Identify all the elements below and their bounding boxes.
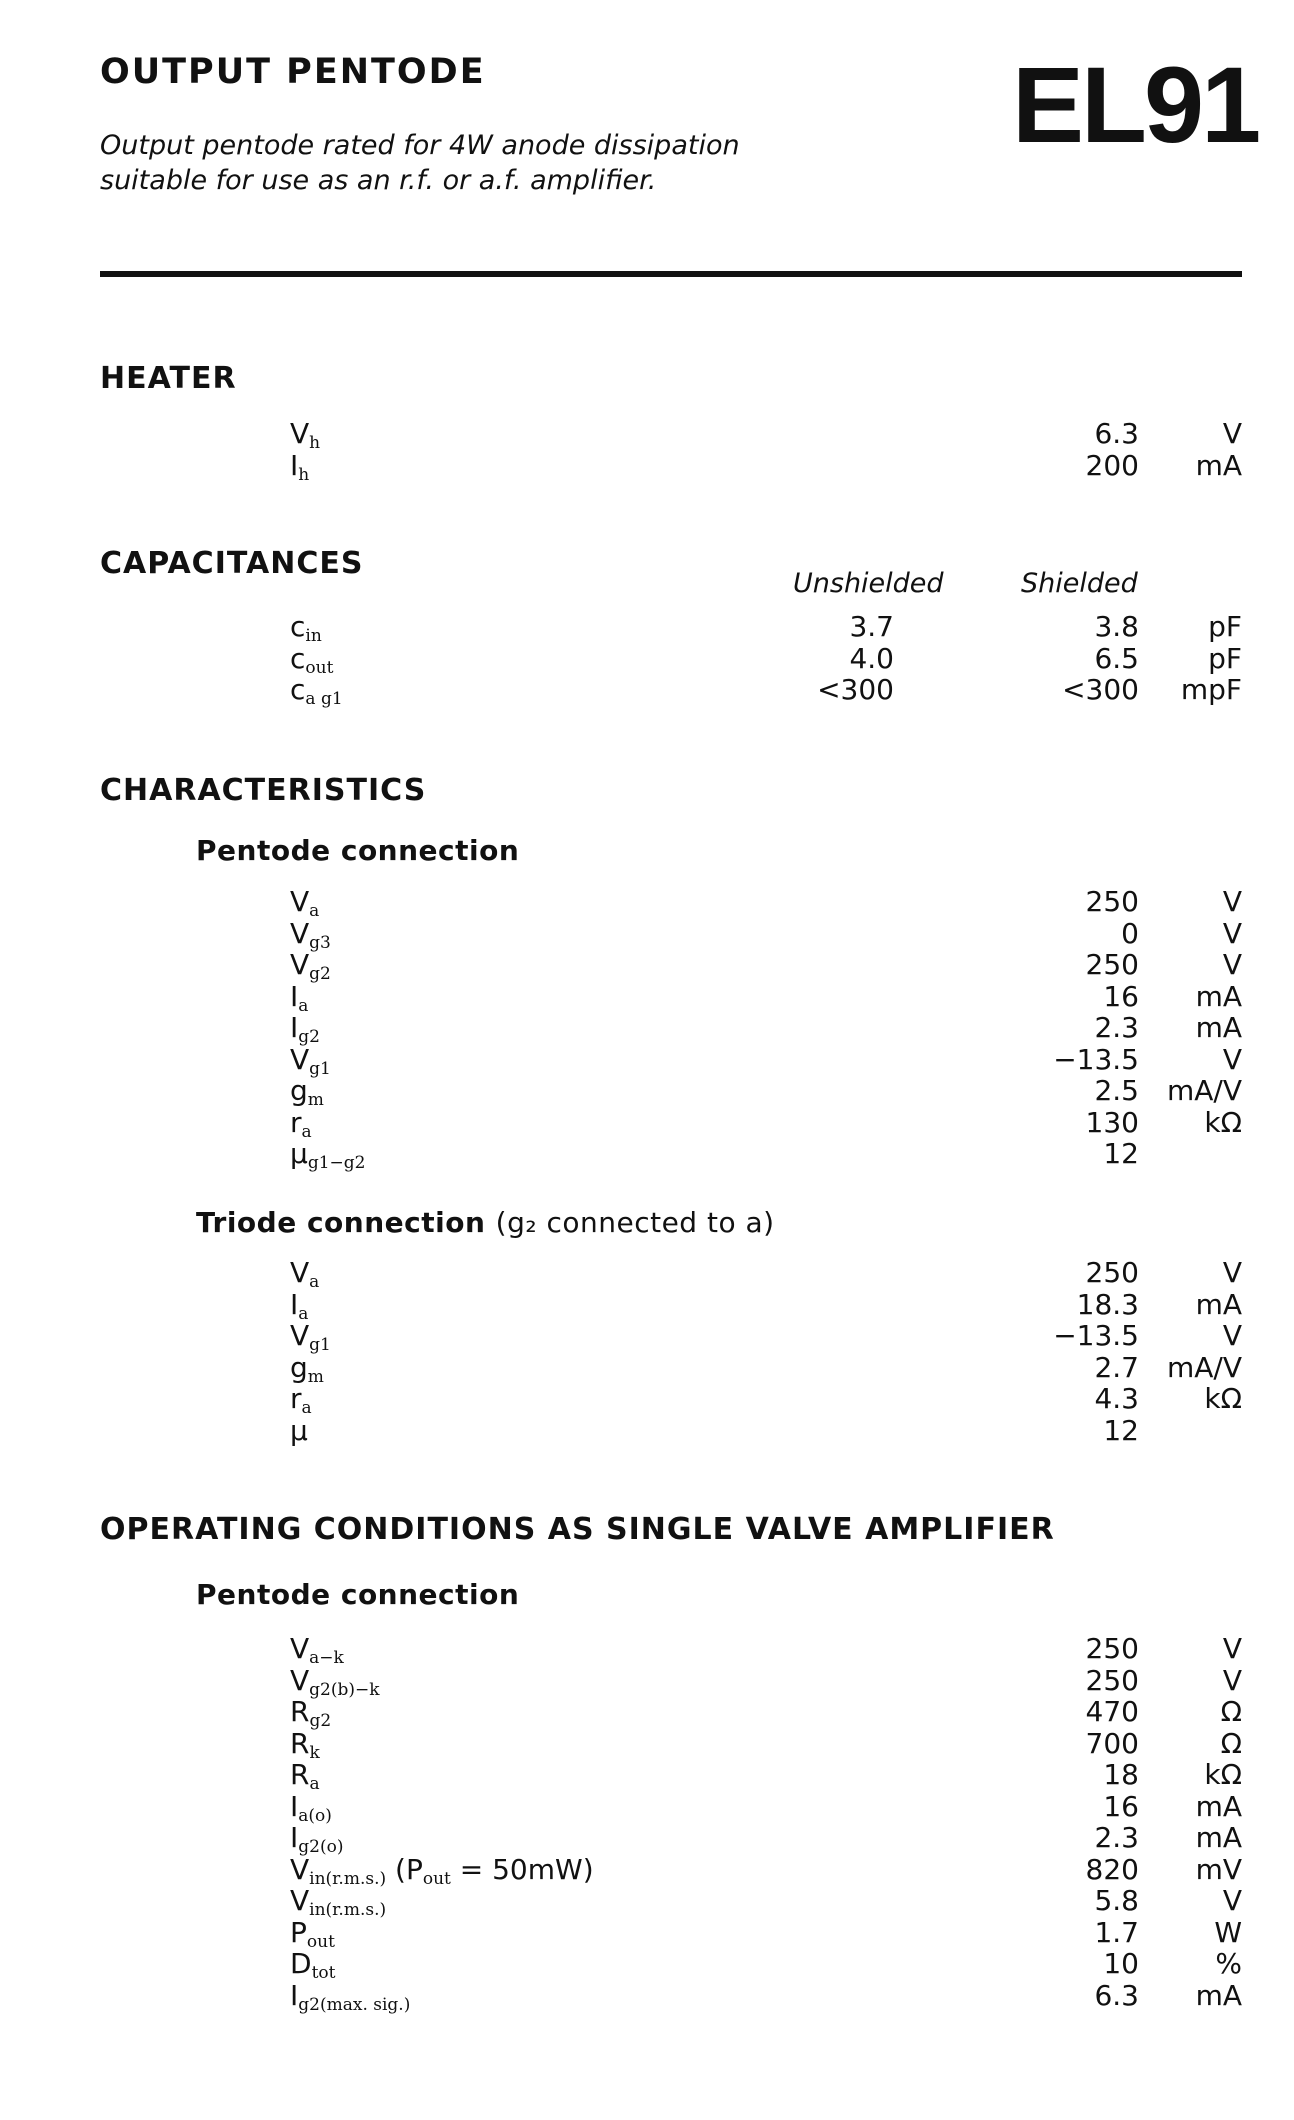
table-row [0,1947,1294,1983]
parameter-value: 2.3 [1094,1011,1139,1044]
symbol-subscript: g1 [309,1335,331,1355]
parameter-value: 250 [1085,948,1139,981]
table-row [0,1042,1294,1079]
symbol-note: (P [395,1852,423,1886]
parameter-symbol [290,1137,365,1173]
parameter-value: 700 [1085,1726,1139,1760]
subtitle-line-2: suitable for use as an r.f. or a.f. amplifier. [100,165,657,196]
parameter-value: 12 [1103,1413,1139,1447]
heater-table [0,417,1294,485]
parameter-value: −13.5 [1053,1042,1139,1076]
symbol-subscript: in(r.m.s.) [309,1900,387,1920]
symbol-letter: I [290,1821,299,1854]
char-triode-table [0,1256,1294,1445]
parameter-unit: V [1222,885,1242,918]
symbol-letter: V [290,948,310,981]
parameter-value: 130 [1085,1105,1139,1139]
symbol-letter: I [290,448,299,482]
symbol-subscript: out [305,657,334,678]
table-row [0,1287,1294,1324]
symbol-letter: r [290,1105,302,1139]
table-row [0,1758,1294,1794]
page-title: OUTPUT PENTODE [100,52,486,92]
parameter-unit: kΩ [1204,1105,1242,1139]
table-row [0,1884,1294,1920]
parameter-symbol [290,1414,308,1447]
capacitances-heading: CAPACITANCES [100,546,364,581]
table-row [0,916,1294,953]
symbol-letter: I [290,1789,299,1823]
symbol-letter: D [290,1947,312,1980]
table-row [0,885,1294,921]
shielded-value: 6.5 [1094,641,1139,675]
parameter-unit: % [1215,1947,1242,1980]
parameter-unit: mV [1195,1852,1242,1886]
symbol-subscript: h [298,464,310,485]
parameter-value: 250 [1085,885,1139,918]
parameter-unit: Ω [1220,1695,1242,1728]
parameter-value: 200 [1085,448,1139,482]
table-row [0,610,1294,646]
parameter-value: 250 [1085,1256,1139,1289]
header-divider [100,271,1242,277]
symbol-letter: I [290,1011,299,1044]
parameter-value: 2.7 [1094,1350,1139,1384]
symbol-subscript: g1−g2 [307,1153,366,1173]
symbol-subscript: g2(max. sig.) [298,1994,411,2015]
table-row [0,1915,1294,1952]
table-row [0,641,1294,678]
symbol-letter: R [290,1758,310,1791]
symbol-letter: V [290,885,310,918]
symbol-letter: V [290,1852,310,1886]
symbol-subscript: m [307,1366,324,1387]
parameter-symbol [290,449,309,485]
parameter-unit: V [1222,1042,1242,1076]
symbol-note-subscript: out [422,1868,451,1889]
parameter-value: 0 [1121,916,1139,950]
column-unshielded: Unshielded [793,568,944,599]
parameter-unit: V [1222,417,1242,450]
shielded-value: <300 [1062,673,1139,706]
parameter-value: 250 [1085,1632,1139,1665]
symbol-subscript: in [305,626,322,646]
symbol-letter: V [290,1042,310,1076]
parameter-value: 250 [1085,1663,1139,1697]
symbol-letter: R [290,1726,310,1760]
table-row [0,448,1294,485]
char-pentode-heading: Pentode connection [196,834,520,867]
table-row [0,1382,1294,1418]
symbol-subscript: a(o) [298,1805,332,1826]
parameter-symbol [290,673,343,709]
parameter-unit: V [1222,948,1242,981]
symbol-letter: c [290,673,306,706]
char-triode-note: (g₂ connected to a) [495,1206,775,1239]
symbol-subscript: a [298,995,309,1016]
parameter-unit: mpF [1180,673,1242,706]
table-row [0,1821,1294,1857]
table-row [0,1011,1294,1047]
heater-heading: HEATER [100,361,237,396]
symbol-letter: P [290,1915,307,1949]
parameter-unit: mA [1195,1978,1242,2012]
symbol-subscript: a−k [309,1648,344,1668]
parameter-unit: mA/V [1166,1074,1242,1107]
parameter-value: 6.3 [1094,1978,1139,2012]
symbol-letter: I [290,1287,299,1321]
symbol-subscript: g2 [309,964,331,984]
symbol-subscript: a [309,1774,320,1794]
symbol-subscript: a g1 [305,689,343,709]
symbol-subscript: g2(o) [298,1837,344,1857]
parameter-unit: mA [1195,1287,1242,1321]
parameter-unit: mA [1195,1011,1242,1044]
parameter-value: 6.3 [1094,417,1139,450]
parameter-unit: V [1222,1319,1242,1352]
symbol-letter: V [290,1319,310,1352]
symbol-subscript: out [306,1931,335,1952]
parameter-unit: mA [1195,1821,1242,1854]
parameter-unit: mA [1195,1789,1242,1823]
parameter-unit: W [1214,1915,1242,1949]
table-row [0,1350,1294,1387]
parameter-unit: pF [1208,641,1242,675]
parameter-value: 2.3 [1094,1821,1139,1854]
parameter-value: 10 [1103,1947,1139,1980]
parameter-value: 2.5 [1094,1074,1139,1107]
symbol-letter: r [290,1382,302,1415]
table-row [0,1632,1294,1668]
table-row [0,1074,1294,1110]
symbol-subscript: a [309,1272,320,1292]
parameter-unit: V [1222,916,1242,950]
symbol-subscript: g1 [309,1058,331,1079]
parameter-unit: pF [1208,610,1242,643]
table-row [0,1414,1294,1446]
symbol-subscript: a [301,1121,312,1142]
parameter-unit: V [1222,1256,1242,1289]
table-row [0,1695,1294,1731]
table-row [0,1663,1294,1700]
symbol-subscript: m [307,1090,324,1110]
tube-type: EL91 [1012,44,1259,165]
table-row [0,948,1294,984]
char-triode-title: Triode connection [196,1206,486,1239]
table-row [0,979,1294,1016]
parameter-value: 5.8 [1094,1884,1139,1917]
parameter-value: 16 [1103,979,1139,1013]
subtitle [100,128,800,198]
unshielded-value: <300 [817,673,894,706]
symbol-letter: V [290,417,310,450]
parameter-unit: mA [1195,979,1242,1013]
parameter-value: 1.7 [1094,1915,1139,1949]
parameter-unit: mA/V [1166,1350,1242,1384]
symbol-subscript: g2 [298,1027,320,1047]
char-pentode-table [0,885,1294,1173]
shielded-value: 3.8 [1094,610,1139,643]
parameter-unit: V [1222,1884,1242,1917]
characteristics-heading: CHARACTERISTICS [100,773,427,808]
symbol-letter: I [290,1978,299,2012]
symbol-letter: V [290,1632,310,1665]
symbol-letter: c [290,641,306,675]
char-triode-heading [196,1206,775,1239]
parameter-value: −13.5 [1053,1319,1139,1352]
symbol-letter: μ [290,1137,308,1170]
table-row [0,1137,1294,1173]
parameter-unit: V [1222,1632,1242,1665]
symbol-subscript: tot [311,1963,336,1983]
symbol-note-end: = 50mW) [450,1852,594,1886]
symbol-letter: R [290,1695,310,1728]
symbol-subscript: a [301,1398,312,1418]
parameter-value: 18.3 [1076,1287,1139,1321]
symbol-letter: V [290,1256,310,1289]
unshielded-value: 3.7 [849,610,894,643]
symbol-letter: V [290,916,310,950]
symbol-letter: I [290,979,299,1013]
symbol-letter: V [290,1884,310,1917]
symbol-subscript: h [309,433,321,453]
parameter-value: 820 [1085,1852,1139,1886]
op-pentode-table [0,1632,1294,2015]
symbol-letter: g [290,1074,308,1107]
table-row [0,1726,1294,1763]
symbol-subscript: g2(b)−k [309,1679,380,1700]
symbol-letter: V [290,1663,310,1697]
table-row [0,1319,1294,1355]
table-row [0,417,1294,453]
parameter-unit: mA [1195,448,1242,482]
table-row [0,1978,1294,2015]
parameter-unit: Ω [1220,1726,1242,1760]
table-row [0,673,1294,709]
parameter-value: 4.3 [1094,1382,1139,1415]
parameter-value: 470 [1085,1695,1139,1728]
column-shielded: Shielded [1021,568,1138,599]
parameter-value: 12 [1103,1137,1139,1170]
symbol-subscript: g2 [309,1711,332,1731]
symbol-letter: g [290,1350,308,1384]
parameter-symbol [290,1979,410,2015]
table-row [0,1789,1294,1826]
symbol-letter: μ [290,1413,308,1447]
symbol-subscript: a [309,901,320,921]
capacitances-table [0,610,1294,709]
parameter-unit: kΩ [1204,1758,1242,1791]
op-pentode-heading: Pentode connection [196,1578,520,1611]
operating-heading: OPERATING CONDITIONS AS SINGLE VALVE AMPLIFIER [100,1512,1055,1547]
parameter-value: 16 [1103,1789,1139,1823]
symbol-subscript: k [309,1742,320,1763]
parameter-value: 18 [1103,1758,1139,1791]
parameter-unit: V [1222,1663,1242,1697]
table-row [0,1105,1294,1142]
symbol-subscript: g3 [309,932,331,953]
symbol-subscript: in(r.m.s.) [309,1868,387,1889]
table-row [0,1256,1294,1292]
symbol-letter: c [290,610,306,643]
symbol-subscript: a [298,1303,309,1324]
table-row [0,1852,1294,1889]
unshielded-value: 4.0 [849,641,894,675]
subtitle-line-1: Output pentode rated for 4W anode dissipation [100,130,740,161]
parameter-unit: kΩ [1204,1382,1242,1415]
